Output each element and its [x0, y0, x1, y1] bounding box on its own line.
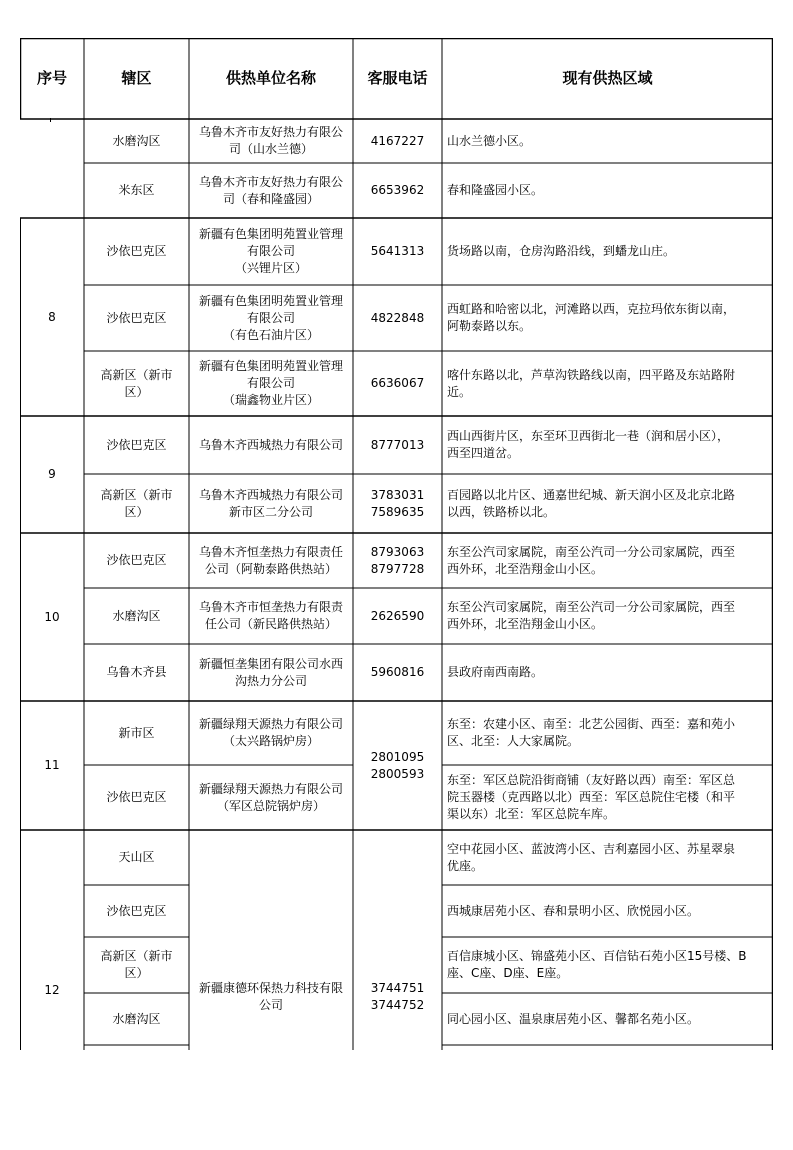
unit-cell: 乌鲁木齐恒垄热力有限责任 公司（阿勒泰路供热站）: [198, 544, 343, 576]
area-cell: 东至：军区总院沿街商铺（友好路以西）南至：军区总 院玉器楼（克西路以北）西至：军区总院住宅楼（和平 渠以东）北至：军区总院车库。: [447, 773, 736, 821]
district-cell: 沙依巴克区: [106, 790, 167, 804]
heating-supply-table: [20, 38, 773, 1050]
area-cell: 山水兰德小区。: [447, 133, 532, 148]
unit-cell: 新疆恒垄集团有限公司水西 沟热力分公司: [198, 656, 343, 688]
district-cell: 沙依巴克区: [106, 903, 167, 918]
phone-cell: 5641313: [370, 244, 425, 258]
unit-cell: 乌鲁木齐西城热力有限公司 新市区二分公司: [198, 487, 343, 519]
header-unit: 供热单位名称: [225, 69, 316, 87]
area-cell: 百信康城小区、锦盛苑小区、百信钻石苑小区15号楼、B 座、C座、D座、E座。: [447, 949, 747, 980]
seq-cell: 12: [44, 982, 60, 997]
unit-cell: 乌鲁木齐市恒垄热力有限责 任公司（新民路供热站）: [198, 600, 343, 631]
unit-cell-merged: 新疆康德环保热力科技有限 公司: [198, 981, 343, 1012]
unit-cell: 新疆绿翔天源热力有限公司 （太兴路锅炉房）: [198, 717, 343, 748]
phone-cell: 4167227: [370, 133, 425, 148]
area-cell: 百园路以北片区、通嘉世纪城、新天润小区及北京北路 以西，铁路桥以北。: [447, 487, 736, 519]
phone-cell: 6653962: [370, 183, 425, 197]
phone-cell: 2626590: [370, 608, 425, 623]
phone-cell-merged: 3744751 3744752: [370, 981, 425, 1012]
phone-cell: 4822848: [370, 310, 425, 325]
district-cell: 高新区（新市 区）: [100, 487, 173, 519]
area-cell: 东至：农建小区、南至：北艺公园街、西至：嘉和苑小 区、北至：人大家属院。: [447, 717, 736, 748]
phone-cell: 3783031 7589635: [370, 487, 425, 519]
area-cell: 西城康居苑小区、春和景明小区、欣悦园小区。: [447, 903, 700, 918]
district-cell: 沙依巴克区: [106, 437, 167, 452]
seq-cell: 11: [44, 758, 60, 772]
area-cell: 同心园小区、温泉康居苑小区、馨都名苑小区。: [447, 1011, 700, 1026]
area-cell: 空中花园小区、蓝波湾小区、吉利嘉园小区、苏星翠泉 优座。: [447, 841, 736, 873]
district-cell: 高新区（新市 区）: [100, 367, 173, 399]
unit-cell: 乌鲁木齐市友好热力有限公 司（山水兰德）: [198, 125, 343, 156]
district-cell: 沙依巴克区: [106, 310, 167, 325]
unit-cell: 乌鲁木齐市友好热力有限公 司（春和隆盛园）: [198, 174, 343, 206]
area-cell: 西山西街片区，东至环卫西街北一巷（润和居小区）， 西至四道岔。: [447, 429, 730, 460]
seq-cell: 9: [48, 467, 56, 481]
header-seq: 序号: [36, 69, 67, 87]
header-phone: 客服电话: [367, 69, 428, 87]
district-cell: 水磨沟区: [112, 608, 161, 623]
unit-cell: 新疆绿翔天源热力有限公司 （军区总院锅炉房）: [198, 781, 343, 813]
district-cell: 天山区: [118, 850, 155, 864]
unit-cell: 新疆有色集团明苑置业管理 有限公司 （兴锂片区）: [198, 227, 343, 275]
area-cell: 东至公汽司家属院，南至公汽司一分公司家属院，西至 西外环，北至浩翔金山小区。: [447, 600, 736, 631]
area-cell: 东至公汽司家属院，南至公汽司一分公司家属院，西至 西外环，北至浩翔金山小区。: [447, 544, 736, 576]
district-cell: 米东区: [118, 183, 155, 197]
area-cell: 县政府南西南路。: [447, 665, 544, 679]
unit-cell: 新疆有色集团明苑置业管理 有限公司 （有色石油片区）: [198, 293, 343, 342]
stray-mark: [50, 118, 51, 122]
district-cell: 水磨沟区: [112, 1011, 161, 1026]
area-cell: 喀什东路以北，芦草沟铁路线以南，四平路及东站路附 近。: [447, 367, 736, 399]
header-district: 辖区: [121, 69, 152, 87]
area-cell: 货场路以南，仓房沟路沿线，到蟠龙山庄。: [447, 244, 676, 258]
unit-cell: 新疆有色集团明苑置业管理 有限公司 （瑞鑫物业片区）: [198, 359, 343, 407]
seq-cell: 8: [48, 309, 56, 324]
district-cell: 高新区（新市 区）: [100, 949, 173, 980]
district-cell: 水磨沟区: [112, 133, 161, 148]
phone-cell: 8777013: [370, 437, 425, 452]
phone-cell: 6636067: [370, 376, 425, 390]
header-area: 现有供热区域: [562, 69, 653, 87]
phone-cell: 5960816: [370, 665, 425, 679]
seq-cell: 10: [44, 609, 60, 624]
phone-cell: 8793063 8797728: [370, 544, 425, 576]
area-cell: 西虹路和哈密以北，河滩路以西，克拉玛依东街以南， 阿勒泰路以东。: [447, 302, 736, 333]
district-cell: 沙依巴克区: [106, 553, 167, 567]
unit-cell: 乌鲁木齐西城热力有限公司: [198, 437, 343, 452]
area-cell: 春和隆盛园小区。: [447, 183, 544, 197]
district-cell: 沙依巴克区: [106, 244, 167, 258]
district-cell: 新市区: [118, 725, 155, 740]
district-cell: 乌鲁木齐县: [106, 665, 167, 679]
phone-cell-merged: 2801095 2800593: [370, 749, 425, 781]
